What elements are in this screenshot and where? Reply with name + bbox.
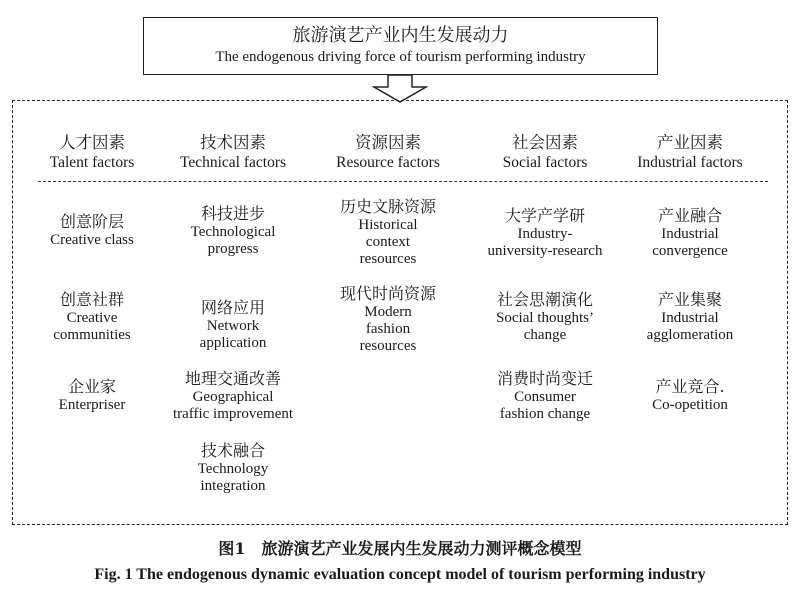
factor-item: [460, 206, 630, 260]
header-technical-en: Technical factors: [179, 154, 287, 171]
factor-item-zh: 地理交通改善: [184, 369, 281, 388]
factor-item-zh: 产业竞合.: [655, 377, 725, 396]
header-industrial-en: Industrial factors: [637, 154, 743, 171]
factor-item-zh: 大学产学研: [504, 206, 585, 225]
factor-item-zh: 社会思潮演化: [496, 290, 593, 309]
factor-item-en: Network application: [199, 318, 267, 351]
header-divider: [38, 181, 768, 182]
factor-item-en: Industrial convergence: [652, 226, 728, 259]
driving-force-box: [143, 17, 658, 75]
factor-item: [460, 290, 630, 344]
factor-item-en: Technology integration: [197, 461, 269, 494]
down-arrow-icon: [372, 75, 428, 103]
factor-item: [158, 441, 308, 495]
header-social-en: Social factors: [502, 154, 588, 171]
factor-item-en: Consumer fashion change: [499, 389, 591, 422]
factor-item: [158, 298, 308, 352]
factor-item-en: Technological progress: [190, 224, 276, 257]
factor-item: [22, 377, 162, 414]
factor-item: [22, 290, 162, 344]
factor-item-zh: 技术融合: [200, 441, 265, 460]
header-technical: [163, 132, 303, 172]
factor-item: [615, 290, 765, 344]
factor-item-zh: 消费时尚变迁: [496, 369, 593, 388]
factor-item-zh: 科技进步: [200, 204, 265, 223]
factor-item-zh: 产业集聚: [657, 290, 722, 309]
factor-item-en: Historical context resources: [358, 217, 418, 267]
factor-item-zh: 企业家: [67, 377, 116, 396]
factor-item-zh: 现代时尚资源: [339, 284, 436, 303]
header-resource-zh: 资源因素: [355, 133, 421, 152]
factor-item-zh: 历史文脉资源: [339, 197, 436, 216]
factor-item-zh: 创意社群: [59, 290, 124, 309]
factor-item: [153, 369, 313, 423]
factor-item: [22, 212, 162, 249]
header-social: [465, 132, 625, 172]
factor-item: [615, 206, 765, 260]
factor-item: [158, 204, 308, 258]
header-talent: [22, 132, 162, 172]
figure-caption-zh: 图1 旅游演艺产业发展内生发展动力测评概念模型: [218, 539, 582, 558]
header-talent-en: Talent factors: [49, 154, 135, 171]
factor-item: [318, 197, 458, 268]
factor-item-en: Creative communities: [53, 310, 131, 343]
driving-force-title-zh: 旅游演艺产业内生发展动力: [292, 25, 509, 46]
factor-item: [318, 284, 458, 355]
factor-item-zh: 创意阶层: [59, 212, 124, 231]
driving-force-title-en: The endogenous driving force of tourism performing industry: [215, 49, 586, 65]
factor-item: [460, 369, 630, 423]
factor-item-en: Geographical traffic improvement: [172, 389, 294, 422]
header-social-zh: 社会因素: [512, 133, 578, 152]
factor-item: [615, 377, 765, 414]
factor-item-en: Social thoughts’ change: [496, 310, 594, 343]
factor-item-en: Creative class: [50, 232, 134, 248]
header-resource-en: Resource factors: [336, 154, 440, 171]
factor-item-en: Co-opetition: [652, 397, 728, 413]
factor-item-en: Modern fashion resources: [359, 304, 417, 354]
factor-item-en: Enterpriser: [58, 397, 126, 413]
header-talent-zh: 人才因素: [59, 133, 125, 152]
factor-item-zh: 产业融合: [657, 206, 722, 225]
figure-caption-en: Fig. 1 The endogenous dynamic evaluation concept model of tourism performing industry: [94, 566, 706, 583]
header-technical-zh: 技术因素: [200, 133, 266, 152]
factor-item-en: Industrial agglomeration: [646, 310, 734, 343]
factor-item-en: Industry- university-research: [487, 226, 603, 259]
header-resource: [318, 132, 458, 172]
header-industrial-zh: 产业因素: [657, 133, 723, 152]
header-industrial: [615, 132, 765, 172]
factor-item-zh: 网络应用: [200, 298, 265, 317]
